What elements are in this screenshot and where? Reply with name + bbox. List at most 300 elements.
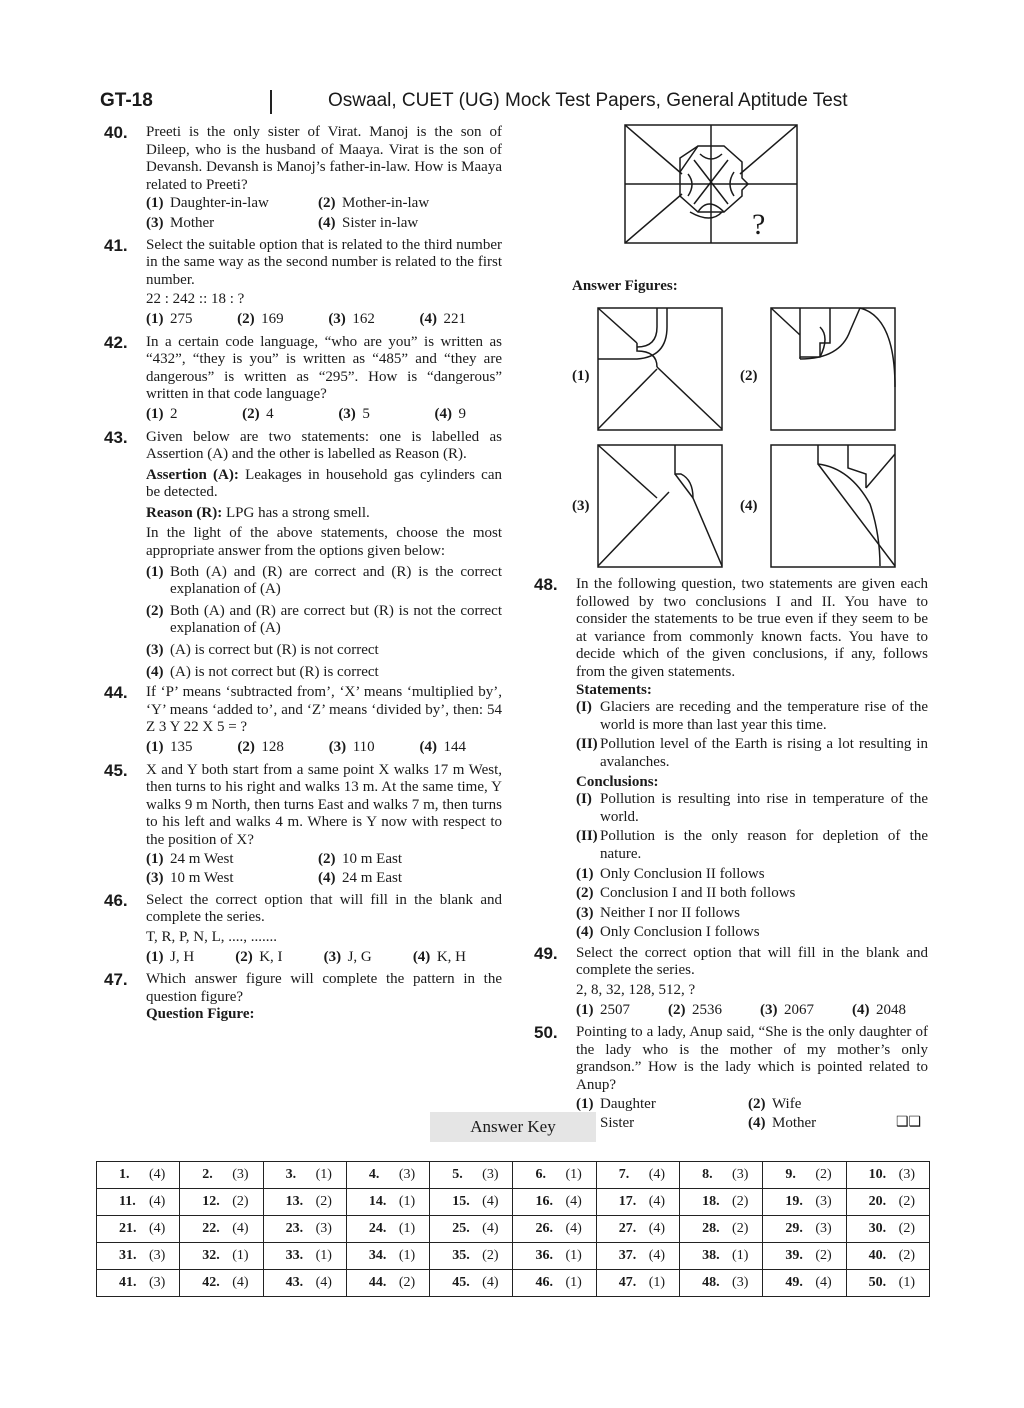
option-label: (2) bbox=[668, 1001, 686, 1018]
answer-key-entry bbox=[847, 1194, 929, 1210]
option-1[interactable] bbox=[146, 564, 502, 599]
answer-key-entry bbox=[264, 1275, 346, 1291]
options bbox=[146, 406, 466, 426]
answer-key-cell bbox=[680, 1243, 763, 1270]
question-number: 41. bbox=[104, 235, 128, 255]
option-4[interactable] bbox=[419, 739, 466, 757]
answer-key-question-number: 29. bbox=[785, 1221, 803, 1236]
answer-key-answer: (4) bbox=[148, 1167, 166, 1182]
answer-key-answer: (3) bbox=[148, 1275, 166, 1290]
question-text: Select the suitable option that is related to the third number in the same way as the second number is related to the first number. bbox=[146, 236, 502, 288]
option-4[interactable] bbox=[146, 664, 502, 682]
option-label: (1) bbox=[576, 1001, 594, 1018]
answer-key-answer: (2) bbox=[898, 1248, 915, 1263]
option-2[interactable] bbox=[235, 949, 282, 967]
answer-figure-2[interactable] bbox=[770, 307, 896, 431]
option-text: Both (A) and (R) are correct and (R) is the correct explanation of (A) bbox=[170, 563, 502, 598]
answer-key-entry bbox=[430, 1167, 512, 1183]
answer-key-question-number: 49. bbox=[785, 1275, 803, 1290]
option-text: Only Conclusion II follows bbox=[600, 865, 765, 882]
option-2[interactable] bbox=[242, 406, 274, 424]
answer-figure-1[interactable] bbox=[597, 307, 723, 431]
option-label: (2) bbox=[576, 885, 594, 902]
answer-key-row bbox=[97, 1216, 930, 1243]
option-label: (3) bbox=[323, 948, 342, 965]
answer-key-question-number: 1. bbox=[119, 1167, 130, 1182]
option-1[interactable] bbox=[576, 1096, 748, 1114]
answer-key-entry bbox=[97, 1248, 179, 1264]
conclusion-label: (II) bbox=[576, 828, 598, 845]
option-text: 128 bbox=[261, 739, 284, 755]
answer-key-answer: (4) bbox=[648, 1221, 666, 1236]
option-text: 144 bbox=[443, 739, 466, 755]
answer-key-entry bbox=[264, 1194, 346, 1210]
option-label: (2) bbox=[318, 195, 336, 212]
answer-key-cell bbox=[513, 1216, 596, 1243]
option-text: 10 m East bbox=[342, 850, 402, 867]
answer-key-cell bbox=[430, 1243, 513, 1270]
option-label: (4) bbox=[434, 405, 452, 422]
answer-key-entry bbox=[97, 1221, 179, 1237]
answer-key-answer: (3) bbox=[232, 1167, 249, 1182]
option-1[interactable] bbox=[576, 866, 928, 884]
answer-key-question-number: 32. bbox=[202, 1248, 220, 1263]
answer-key-cell bbox=[680, 1270, 763, 1297]
answer-key-question-number: 35. bbox=[452, 1248, 470, 1263]
option-text: 10 m West bbox=[170, 870, 234, 887]
question-text: Given below are two statements: one is labelled as Assertion (A) and the other is labelled as Reason (R). bbox=[146, 428, 502, 463]
answer-key-question-number: 39. bbox=[785, 1248, 803, 1263]
answer-key-answer: (4) bbox=[232, 1275, 249, 1290]
answer-key-question-number: 43. bbox=[285, 1275, 304, 1290]
answer-key-cell bbox=[97, 1216, 180, 1243]
answer-key-cell bbox=[846, 1162, 929, 1189]
option-label: (2) bbox=[146, 602, 164, 619]
answer-key-question-number: 12. bbox=[202, 1194, 220, 1209]
option-label: (1) bbox=[146, 850, 164, 867]
question-number: 50. bbox=[534, 1023, 558, 1043]
answer-key-question-number: 40. bbox=[868, 1248, 887, 1263]
answer-key-cell bbox=[180, 1243, 263, 1270]
answer-key-cell bbox=[680, 1189, 763, 1216]
options bbox=[146, 195, 502, 234]
answer-key-cell bbox=[346, 1162, 429, 1189]
answer-figures-label: Answer Figures: bbox=[572, 278, 678, 294]
question-44 bbox=[104, 684, 502, 758]
conclusion-2 bbox=[576, 828, 928, 863]
option-text: Mother bbox=[170, 214, 215, 231]
question-42 bbox=[104, 334, 502, 426]
answer-key-cell bbox=[846, 1189, 929, 1216]
answer-key-cell bbox=[180, 1216, 263, 1243]
answer-key-entry bbox=[847, 1275, 929, 1291]
question-text: Select the correct option that will fill in the blank and complete the series. bbox=[576, 944, 928, 979]
answer-key-cell bbox=[180, 1189, 263, 1216]
answer-figure-4[interactable] bbox=[770, 444, 896, 568]
answer-key-question-number: 22. bbox=[202, 1221, 220, 1236]
assertion-text: Leakages in household gas cylinders can be detected. bbox=[146, 466, 502, 501]
answer-key-entry bbox=[430, 1248, 512, 1264]
answer-key-question-number: 10. bbox=[868, 1167, 887, 1182]
option-1[interactable] bbox=[576, 1002, 630, 1020]
answer-key-row bbox=[97, 1243, 930, 1270]
answer-key-question-number: 18. bbox=[702, 1194, 720, 1209]
answer-key-entry bbox=[264, 1167, 346, 1183]
answer-key-answer: (2) bbox=[898, 1221, 915, 1236]
option-label: (3) bbox=[328, 310, 346, 327]
answer-key-entry bbox=[180, 1194, 262, 1210]
question-text: Select the correct option that will fill in the blank and complete the series. bbox=[146, 891, 502, 926]
option-label: (4) bbox=[419, 739, 437, 755]
answer-key-entry bbox=[763, 1248, 845, 1264]
answer-key-question-number: 9. bbox=[785, 1167, 796, 1182]
page-header bbox=[96, 86, 928, 122]
answer-key-entry bbox=[763, 1194, 845, 1210]
answer-key-answer: (3) bbox=[815, 1221, 832, 1236]
answer-key-entry bbox=[680, 1275, 762, 1291]
options bbox=[576, 866, 928, 942]
answer-key-question-number: 46. bbox=[535, 1275, 553, 1290]
question-text: If ‘P’ means ‘subtracted from’, ‘X’ means ‘multiplied by’, ‘Y’ means ‘added to’, and ‘Z’ means ‘divided by’, then: 54 Z 3 Y 22 X 5 = ? bbox=[146, 684, 502, 736]
answer-key-cell bbox=[513, 1243, 596, 1270]
answer-key-answer: (4) bbox=[148, 1221, 166, 1236]
options bbox=[576, 1096, 928, 1135]
answer-figure-3[interactable] bbox=[597, 444, 723, 568]
answer-key-answer: (4) bbox=[648, 1194, 666, 1209]
question-text: Preeti is the only sister of Virat. Manoj is the son of Dileep, who is the husband of Maaya. Virat is the son of Devansh. Devansh is Manoj’s father-in-law. How is Maaya related to Preeti? bbox=[146, 124, 502, 193]
answer-key-question-number: 31. bbox=[119, 1248, 137, 1263]
option-text: Both (A) and (R) are correct but (R) is not the correct explanation of (A) bbox=[170, 602, 502, 637]
answer-key-entry bbox=[597, 1221, 679, 1237]
answer-key-question-number: 17. bbox=[618, 1194, 637, 1209]
option-2[interactable] bbox=[748, 1096, 920, 1114]
option-2[interactable] bbox=[576, 885, 928, 903]
answer-key-entry bbox=[763, 1221, 845, 1237]
answer-key-cell bbox=[763, 1216, 846, 1243]
answer-key-question-number: 42. bbox=[202, 1275, 220, 1290]
conclusion-text: Pollution is resulting into rise in temperature of the world. bbox=[600, 791, 928, 825]
answer-key-row bbox=[97, 1162, 930, 1189]
answer-key-question-number: 36. bbox=[535, 1248, 553, 1263]
answer-key-cell bbox=[346, 1216, 429, 1243]
answer-key-cell bbox=[97, 1270, 180, 1297]
option-3[interactable] bbox=[760, 1002, 814, 1020]
option-text: 2067 bbox=[784, 1001, 814, 1018]
answer-key-cell bbox=[180, 1162, 263, 1189]
answer-key-entry bbox=[97, 1167, 179, 1183]
option-label: (2) bbox=[235, 948, 253, 965]
answer-figure-4-label: (4) bbox=[740, 498, 758, 514]
answer-key-entry bbox=[513, 1194, 595, 1210]
answer-key-answer: (1) bbox=[898, 1275, 915, 1290]
conclusion-text: Pollution is the only reason for depletion of the nature. bbox=[600, 828, 928, 862]
option-text: Sister in-law bbox=[342, 214, 419, 231]
question-number: 49. bbox=[534, 943, 558, 963]
option-3[interactable] bbox=[338, 406, 370, 424]
answer-key-table bbox=[96, 1161, 930, 1297]
option-label: (4) bbox=[146, 663, 164, 680]
option-text: 2 bbox=[170, 405, 178, 422]
answer-key-entry bbox=[347, 1194, 429, 1210]
option-text: Mother bbox=[772, 1115, 817, 1132]
question-41 bbox=[104, 237, 502, 331]
answer-key-answer: (3) bbox=[315, 1221, 332, 1236]
option-4[interactable] bbox=[419, 311, 466, 329]
answer-key-answer: (4) bbox=[648, 1248, 666, 1263]
answer-key-entry bbox=[264, 1221, 346, 1237]
answer-key-answer: (2) bbox=[732, 1221, 749, 1236]
option-text: 221 bbox=[443, 310, 466, 327]
option-text: Only Conclusion I follows bbox=[600, 924, 760, 941]
answer-key-question-number: 47. bbox=[618, 1275, 637, 1290]
option-1[interactable] bbox=[146, 406, 178, 424]
answer-key-entry bbox=[180, 1275, 262, 1291]
question-text: Pointing to a lady, Anup said, “She is the only daughter of the lady who is the mother of my mother’s only grandson.” How is the lady which is pointed related to Anup? bbox=[576, 1024, 928, 1094]
option-label: (2) bbox=[748, 1095, 766, 1112]
answer-key-cell bbox=[846, 1243, 929, 1270]
answer-key-title: Answer Key bbox=[430, 1112, 596, 1142]
option-label: (1) bbox=[146, 405, 164, 422]
option-label: (4) bbox=[748, 1115, 766, 1132]
option-3[interactable] bbox=[324, 949, 372, 967]
option-3[interactable] bbox=[146, 215, 318, 233]
answer-key-answer: (4) bbox=[565, 1194, 582, 1209]
option-4[interactable] bbox=[852, 1002, 906, 1020]
question-figure-label: Question Figure: bbox=[146, 1006, 255, 1023]
conclusion-label: (I) bbox=[576, 791, 592, 808]
answer-key-entry bbox=[680, 1167, 762, 1183]
question-text: In a certain code language, “who are you” is written as “432”, “they is you” is written as “485” and “they are dangerous” is written as “295”. How is “dangerous” written in that code language? bbox=[146, 333, 502, 403]
instruction-text: In the light of the above statements, choose the most appropriate answer from the options given below: bbox=[146, 525, 502, 560]
question-figure bbox=[624, 124, 798, 244]
option-text: J, H bbox=[170, 948, 195, 965]
answer-key-question-number: 48. bbox=[702, 1275, 720, 1290]
answer-key-cell bbox=[180, 1270, 263, 1297]
option-label: (2) bbox=[242, 405, 260, 422]
answer-key-entry bbox=[763, 1275, 845, 1291]
answer-key-question-number: 16. bbox=[535, 1194, 553, 1209]
answer-key-entry bbox=[180, 1248, 262, 1264]
option-2[interactable] bbox=[318, 195, 490, 213]
answer-key-cell bbox=[846, 1216, 929, 1243]
option-3[interactable] bbox=[146, 870, 318, 888]
statement-text: Glaciers are receding and the temperature rise of the world is more than last year this time. bbox=[600, 699, 928, 733]
question-40 bbox=[104, 124, 502, 235]
answer-key-question-number: 6. bbox=[535, 1167, 546, 1182]
answer-key-answer: (2) bbox=[315, 1194, 332, 1209]
answer-key-entry bbox=[847, 1221, 929, 1237]
answer-key-entry bbox=[513, 1221, 595, 1237]
answer-key-cell bbox=[596, 1162, 679, 1189]
answer-key-entry bbox=[847, 1167, 929, 1183]
answer-key-question-number: 8. bbox=[702, 1167, 713, 1182]
answer-key-question-number: 28. bbox=[702, 1221, 720, 1236]
answer-key-answer: (1) bbox=[398, 1248, 416, 1263]
answer-key-answer: (2) bbox=[398, 1275, 416, 1290]
option-3[interactable] bbox=[576, 1115, 748, 1133]
answer-key-answer: (3) bbox=[148, 1248, 166, 1263]
question-number: 45. bbox=[104, 760, 128, 780]
question-43 bbox=[104, 429, 502, 682]
option-2[interactable] bbox=[318, 851, 490, 869]
answer-key-cell bbox=[346, 1189, 429, 1216]
answer-key-cell bbox=[263, 1189, 346, 1216]
option-label: (3) bbox=[146, 870, 164, 887]
answer-key-entry bbox=[597, 1275, 679, 1291]
answer-key-cell bbox=[763, 1189, 846, 1216]
answer-key-question-number: 23. bbox=[285, 1221, 304, 1236]
answer-key-answer: (4) bbox=[482, 1194, 499, 1209]
option-3[interactable] bbox=[576, 905, 928, 923]
answer-key-question-number: 33. bbox=[285, 1248, 304, 1263]
option-text: 2536 bbox=[692, 1001, 722, 1018]
option-2[interactable] bbox=[237, 311, 284, 329]
option-4[interactable] bbox=[413, 949, 466, 967]
answer-key-answer: (2) bbox=[815, 1248, 832, 1263]
answer-key-cell bbox=[430, 1162, 513, 1189]
question-expression: T, R, P, N, L, ...., ....... bbox=[146, 928, 277, 945]
answer-key-entry bbox=[430, 1221, 512, 1237]
option-text: Sister bbox=[600, 1115, 635, 1132]
answer-key-entry bbox=[347, 1248, 429, 1264]
options bbox=[146, 739, 466, 759]
answer-key-answer: (1) bbox=[565, 1248, 582, 1263]
option-label: (4) bbox=[419, 310, 437, 327]
answer-key-question-number: 5. bbox=[452, 1167, 463, 1182]
answer-key-answer: (4) bbox=[482, 1221, 499, 1236]
question-number: 48. bbox=[534, 575, 558, 594]
answer-key-cell bbox=[346, 1270, 429, 1297]
options bbox=[146, 851, 502, 890]
statement-label: (II) bbox=[576, 736, 598, 753]
question-number: 40. bbox=[104, 123, 128, 142]
option-1[interactable] bbox=[146, 851, 318, 869]
answer-key-answer: (2) bbox=[898, 1194, 915, 1209]
option-2[interactable] bbox=[237, 739, 284, 757]
answer-figure-1-label: (1) bbox=[572, 368, 590, 384]
answer-key-answer: (1) bbox=[565, 1167, 582, 1182]
option-text: 110 bbox=[352, 739, 375, 755]
option-label: (2) bbox=[318, 850, 336, 867]
option-label: (3) bbox=[760, 1001, 778, 1018]
option-text: 2507 bbox=[600, 1001, 630, 1018]
answer-key-entry bbox=[264, 1248, 346, 1264]
option-1[interactable] bbox=[146, 195, 318, 213]
answer-key-cell bbox=[430, 1189, 513, 1216]
option-label: (3) bbox=[146, 642, 164, 659]
statements-label: Statements: bbox=[576, 681, 652, 698]
answer-key-cell bbox=[596, 1189, 679, 1216]
option-2[interactable] bbox=[668, 1002, 722, 1020]
option-label: (4) bbox=[576, 924, 594, 941]
option-label: (4) bbox=[318, 870, 336, 887]
answer-key-cell bbox=[763, 1243, 846, 1270]
answer-key-entry bbox=[680, 1194, 762, 1210]
answer-key-question-number: 44. bbox=[368, 1275, 387, 1290]
answer-key-question-number: 26. bbox=[535, 1221, 553, 1236]
conclusion-1 bbox=[576, 791, 928, 826]
answer-key-cell bbox=[513, 1189, 596, 1216]
option-4[interactable] bbox=[748, 1115, 920, 1133]
option-label: (4) bbox=[852, 1001, 870, 1018]
option-text: Wife bbox=[772, 1095, 802, 1112]
option-2[interactable] bbox=[146, 603, 502, 638]
answer-key-entry bbox=[597, 1194, 679, 1210]
answer-key-cell bbox=[263, 1216, 346, 1243]
answer-key-question-number: 20. bbox=[868, 1194, 887, 1209]
page-title: Oswaal, CUET (UG) Mock Test Papers, General Aptitude Test bbox=[328, 90, 848, 111]
option-4[interactable] bbox=[318, 870, 490, 888]
answer-key-question-number: 25. bbox=[452, 1221, 470, 1236]
option-label: (4) bbox=[318, 214, 336, 231]
answer-key-row bbox=[97, 1270, 930, 1297]
option-4[interactable] bbox=[318, 215, 490, 233]
option-3[interactable] bbox=[328, 311, 375, 329]
option-3[interactable] bbox=[329, 739, 375, 757]
option-label: (1) bbox=[576, 1095, 594, 1112]
option-4[interactable] bbox=[576, 924, 928, 942]
answer-key-answer: (2) bbox=[815, 1167, 832, 1182]
question-number: 46. bbox=[104, 890, 128, 910]
option-text: 135 bbox=[170, 739, 193, 755]
question-47 bbox=[104, 971, 502, 1024]
answer-key-answer: (1) bbox=[565, 1275, 582, 1290]
question-48 bbox=[534, 576, 928, 942]
option-text: J, G bbox=[347, 948, 372, 965]
option-1[interactable] bbox=[146, 311, 193, 329]
option-1[interactable] bbox=[146, 739, 193, 757]
answer-key-cell bbox=[97, 1162, 180, 1189]
answer-key-question-number: 4. bbox=[368, 1167, 380, 1182]
answer-key-answer: (3) bbox=[482, 1167, 499, 1182]
question-expression: 2, 8, 32, 128, 512, ? bbox=[576, 982, 696, 999]
option-text: 162 bbox=[352, 310, 375, 327]
left-column bbox=[104, 124, 502, 1024]
options bbox=[146, 564, 502, 682]
answer-key-answer: (1) bbox=[232, 1248, 249, 1263]
question-text: Which answer figure will complete the pattern in the question figure? bbox=[146, 971, 502, 1005]
option-text: K, I bbox=[259, 948, 283, 965]
option-text: Daughter-in-law bbox=[170, 195, 269, 212]
option-label: (1) bbox=[146, 739, 164, 755]
answer-key-answer: (4) bbox=[482, 1275, 499, 1290]
option-text: 24 m East bbox=[342, 870, 402, 887]
answer-key-question-number: 3. bbox=[285, 1167, 297, 1182]
answer-key-cell bbox=[263, 1270, 346, 1297]
conclusions-label: Conclusions: bbox=[576, 773, 659, 790]
option-text: 4 bbox=[266, 405, 274, 422]
header-divider bbox=[270, 90, 272, 114]
option-4[interactable] bbox=[434, 406, 466, 424]
answer-key-entry bbox=[430, 1194, 512, 1210]
answer-key-entry bbox=[680, 1221, 762, 1237]
answer-key-question-number: 41. bbox=[119, 1275, 137, 1290]
answer-key-answer: (2) bbox=[482, 1248, 499, 1263]
option-text: 2048 bbox=[876, 1001, 906, 1018]
options bbox=[146, 311, 466, 331]
option-label: (1) bbox=[146, 310, 164, 327]
statement-text: Pollution level of the Earth is rising a lot resulting in avalanches. bbox=[600, 736, 928, 770]
option-text: (A) is correct but (R) is not correct bbox=[170, 642, 379, 659]
answer-key-entry bbox=[180, 1221, 262, 1237]
option-text: 9 bbox=[458, 405, 466, 422]
option-1[interactable] bbox=[146, 949, 194, 967]
option-text: 5 bbox=[362, 405, 370, 422]
question-49 bbox=[534, 945, 928, 1021]
option-3[interactable] bbox=[146, 642, 502, 660]
answer-key-answer: (1) bbox=[315, 1248, 332, 1263]
answer-key-cell bbox=[263, 1162, 346, 1189]
